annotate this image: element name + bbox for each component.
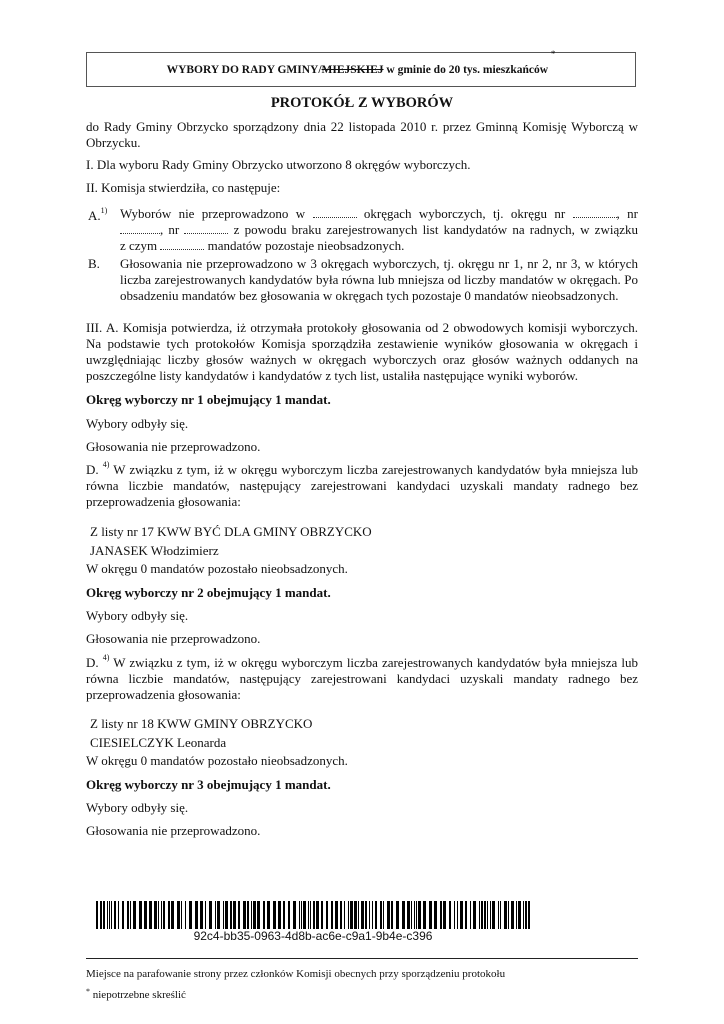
barcode-bar (523, 901, 524, 929)
barcode-bar (344, 901, 345, 929)
barcode-bar (365, 901, 367, 929)
barcode-bar (195, 901, 198, 929)
barcode-bar (267, 901, 270, 929)
barcode-bar (335, 901, 338, 929)
barcode-bar (484, 901, 486, 929)
barcode-bar (310, 901, 311, 929)
blank-field (313, 208, 357, 218)
barcode-bar (492, 901, 495, 929)
barcode-text: 92c4-bb35-0963-4d8b-ac6e-c9a1-9b4e-c396 (193, 929, 433, 943)
barcode-bar (481, 901, 483, 929)
barcode-bar (133, 901, 136, 929)
district-2-held: Wybory odbyły się. (86, 608, 189, 623)
barcode-bar (299, 901, 300, 929)
barcode-bar (454, 901, 455, 929)
barcode-bar (209, 901, 212, 929)
barcode-bar (288, 901, 290, 929)
intro-paragraph: do Rady Gminy Obrzycko sporządzony dnia 22 listopada 2010 r. przez Gminną Komisję Wyborczą w Obrzycku. (86, 119, 638, 150)
barcode-bar (139, 901, 142, 929)
barcode-bar (278, 901, 281, 929)
barcode-bar (407, 901, 410, 929)
barcode-bar (251, 901, 252, 929)
item-a-label: A.$^{1)}$ (88, 206, 108, 223)
barcode-bar (361, 901, 364, 929)
barcode-bar (470, 901, 471, 929)
district-1-held: Wybory odbyły się. (86, 416, 189, 431)
barcode-bar (111, 901, 112, 929)
barcode-bar (383, 901, 384, 929)
item-b-label: B. (88, 256, 100, 271)
barcode-bar (429, 901, 432, 929)
barcode-bar (440, 901, 442, 929)
barcode-bar (223, 901, 224, 929)
barcode-bar (247, 901, 249, 929)
barcode-bar (316, 901, 319, 929)
barcode-bar (205, 901, 206, 929)
barcode-bar (414, 901, 415, 929)
footer-strike-note: * niepotrzebne skreślić (86, 987, 186, 1001)
barcode-bar (443, 901, 446, 929)
barcode-bar (177, 901, 180, 929)
blank-field (573, 208, 617, 218)
barcode-bar (457, 901, 458, 929)
header-box (86, 49, 636, 87)
section-II: II. Komisja stwierdziła, co następuje: (86, 180, 281, 195)
barcode-bar (313, 901, 315, 929)
barcode-bar (511, 901, 514, 929)
barcode-bar (283, 901, 285, 929)
barcode-bar (380, 901, 382, 929)
item-a-text: Wyborów nie przeprowadzono w okręgach wyborczych, tj. okręgu nr , nr , nr z powodu braku zarejestrowanych list kandydatów na radnych, w związku z czym mandatów pozostaje nieobsadzonych. (120, 206, 638, 253)
barcode-bar (130, 901, 131, 929)
barcode-bar (158, 901, 159, 929)
district-2-list: Z listy nr 18 KWW GMINY OBRZYCKO (90, 716, 313, 731)
barcode-bar (303, 901, 306, 929)
barcode-bar (181, 901, 182, 929)
barcode-bar (200, 901, 203, 929)
district-1-d-paragraph: D. $^{4)}$ W związku z tym, iż w okręgu wyborczym liczba zarejestrowanych kandydatów była mniejsza lub równa liczbie mandatów, następujący zarejestrowani kandydaci uzyskali mandaty radnego bez przeprowadzenia głosowania: (86, 460, 638, 509)
barcode-bar (109, 901, 110, 929)
barcode-bar (233, 901, 236, 929)
barcode-bar (215, 901, 216, 929)
barcode-bar (122, 901, 124, 929)
district-2-candidate: CIESIELCZYK Leonarda (90, 735, 227, 750)
barcode-bar (372, 901, 373, 929)
district-1-candidate: JANASEK Włodzimierz (90, 543, 219, 558)
barcode-bar (449, 901, 451, 929)
barcode-bar (185, 901, 186, 929)
blank-field (160, 240, 204, 250)
barcode-bar (161, 901, 162, 929)
barcode-bar (508, 901, 509, 929)
barcode-bar (230, 901, 232, 929)
header-title-start: WYBORY DO RADY GMINY/ (166, 64, 322, 76)
barcode-bar (391, 901, 393, 929)
barcode-bar (479, 901, 480, 929)
barcode-bar (418, 901, 421, 929)
barcode-bar (107, 901, 108, 929)
barcode-bar (528, 901, 530, 929)
doc-title: PROTOKÓŁ Z WYBORÓW (270, 95, 454, 111)
barcode-bar (465, 901, 467, 929)
district-2-vacant: W okręgu 0 mandatów pozostało nieobsadzonych. (86, 753, 348, 768)
barcode-bar (308, 901, 309, 929)
barcode-bar (348, 901, 349, 929)
district-1-heading: Okręg wyborczy nr 1 obejmujący 1 mandat. (86, 392, 331, 407)
district-1-no-vote: Głosowania nie przeprowadzono. (86, 439, 261, 454)
barcode-bar (118, 901, 119, 929)
barcode-bar (487, 901, 488, 929)
barcode-bar (189, 901, 192, 929)
barcode-bar (358, 901, 359, 929)
blank-field (120, 224, 160, 234)
barcode-bar (423, 901, 426, 929)
barcode-bar (114, 901, 116, 929)
barcode-bar (416, 901, 417, 929)
barcode-bar (473, 901, 476, 929)
barcode-bar (273, 901, 276, 929)
barcode-bar (171, 901, 174, 929)
district-3-heading: Okręg wyborczy nr 3 obejmujący 1 mandat. (86, 777, 331, 792)
barcode-bar (411, 901, 412, 929)
barcode-bar (369, 901, 370, 929)
footer-initials-note: Miejsce na parafowanie strony przez członków Komisji obecnych przy sporządzeniu protokołu (86, 968, 506, 980)
barcode-bar (498, 901, 499, 929)
barcode-bar (340, 901, 342, 929)
district-2-no-vote: Głosowania nie przeprowadzono. (86, 631, 261, 646)
barcode-bar (331, 901, 333, 929)
blank-field (184, 224, 228, 234)
barcode-bar (500, 901, 501, 929)
barcode-bar (350, 901, 353, 929)
barcode-bar (127, 901, 129, 929)
item-b-text: Głosowania nie przeprowadzono w 3 okręgach wyborczych, tj. okręgu nr 1, nr 2, nr 3, w których liczba zarejestrowanych kandydatów była równa lub mniejsza od liczby mandatów w okręgach. Po obsadzeniu mandatów bez głosowania w okręgach tych pozostaje 0 mandatów nieobsadzonych. (120, 256, 638, 303)
barcode-bar (154, 901, 157, 929)
barcode-bar (354, 901, 357, 929)
barcode-bar (396, 901, 399, 929)
barcode-bar (263, 901, 265, 929)
barcode-bar (253, 901, 256, 929)
barcode-bar (518, 901, 521, 929)
barcode-bar (375, 901, 377, 929)
barcode-bar (504, 901, 507, 929)
section-I: I. Dla wyboru Rady Gminy Obrzycko utworzono 8 okręgów wyborczych. (86, 157, 471, 172)
barcode-bar (293, 901, 296, 929)
barcode-bar (402, 901, 405, 929)
district-2-d-paragraph: D. $^{4)}$ W związku z tym, iż w okręgu wyborczym liczba zarejestrowanych kandydatów była mniejsza lub równa liczbie mandatów, następujący zarejestrowani kandydaci uzyskali mandaty radnego bez przeprowadzenia głosowania: (86, 653, 638, 702)
header-asterisk: * (550, 49, 556, 59)
barcode-bar (100, 901, 102, 929)
header-title-struck: MIEJSKIEJ (321, 64, 384, 76)
barcode-bar (321, 901, 323, 929)
barcode-bar (301, 901, 302, 929)
barcode-bar (434, 901, 437, 929)
barcode-bar (103, 901, 105, 929)
district-1-vacant: W okręgu 0 mandatów pozostało nieobsadzonych. (86, 561, 348, 576)
barcode-bar (163, 901, 165, 929)
section-III: III. A. Komisja potwierdza, iż otrzymała protokoły głosowania od 2 obwodowych komisji wyborczych. Na podstawie tych protokołów Komisja sporządziła zestawienie wyników głosowania w okręgach i uwzględniając liczby głosów ważnych w okręgach wyborczych oraz głosów ważnych oddanych na poszczególne listy kandydatów i kandydatów z tych list, ustaliła następujące wyniki wyborów. (86, 320, 638, 383)
district-1-list: Z listy nr 17 KWW BYĆ DLA GMINY OBRZYCKO (90, 524, 372, 539)
barcode-bar (238, 901, 240, 929)
barcode-bar (387, 901, 390, 929)
district-3-held: Wybory odbyły się. (86, 800, 189, 815)
barcode-bar (168, 901, 170, 929)
barcode-bar (225, 901, 228, 929)
barcode (96, 901, 530, 929)
footer-divider (86, 958, 638, 959)
barcode-bar (257, 901, 260, 929)
barcode-bar (149, 901, 152, 929)
barcode-bar (490, 901, 491, 929)
barcode-bar (243, 901, 246, 929)
barcode-bar (144, 901, 147, 929)
barcode-bar (516, 901, 517, 929)
district-2-heading: Okręg wyborczy nr 2 obejmujący 1 mandat. (86, 585, 331, 600)
barcode-bar (96, 901, 98, 929)
district-3-no-vote: Głosowania nie przeprowadzono. (86, 823, 261, 838)
barcode-bar (326, 901, 328, 929)
barcode-bar (525, 901, 527, 929)
barcode-bar (217, 901, 220, 929)
header-title-end: w gminie do 20 tys. mieszkańców (383, 64, 549, 76)
barcode-bar (460, 901, 463, 929)
